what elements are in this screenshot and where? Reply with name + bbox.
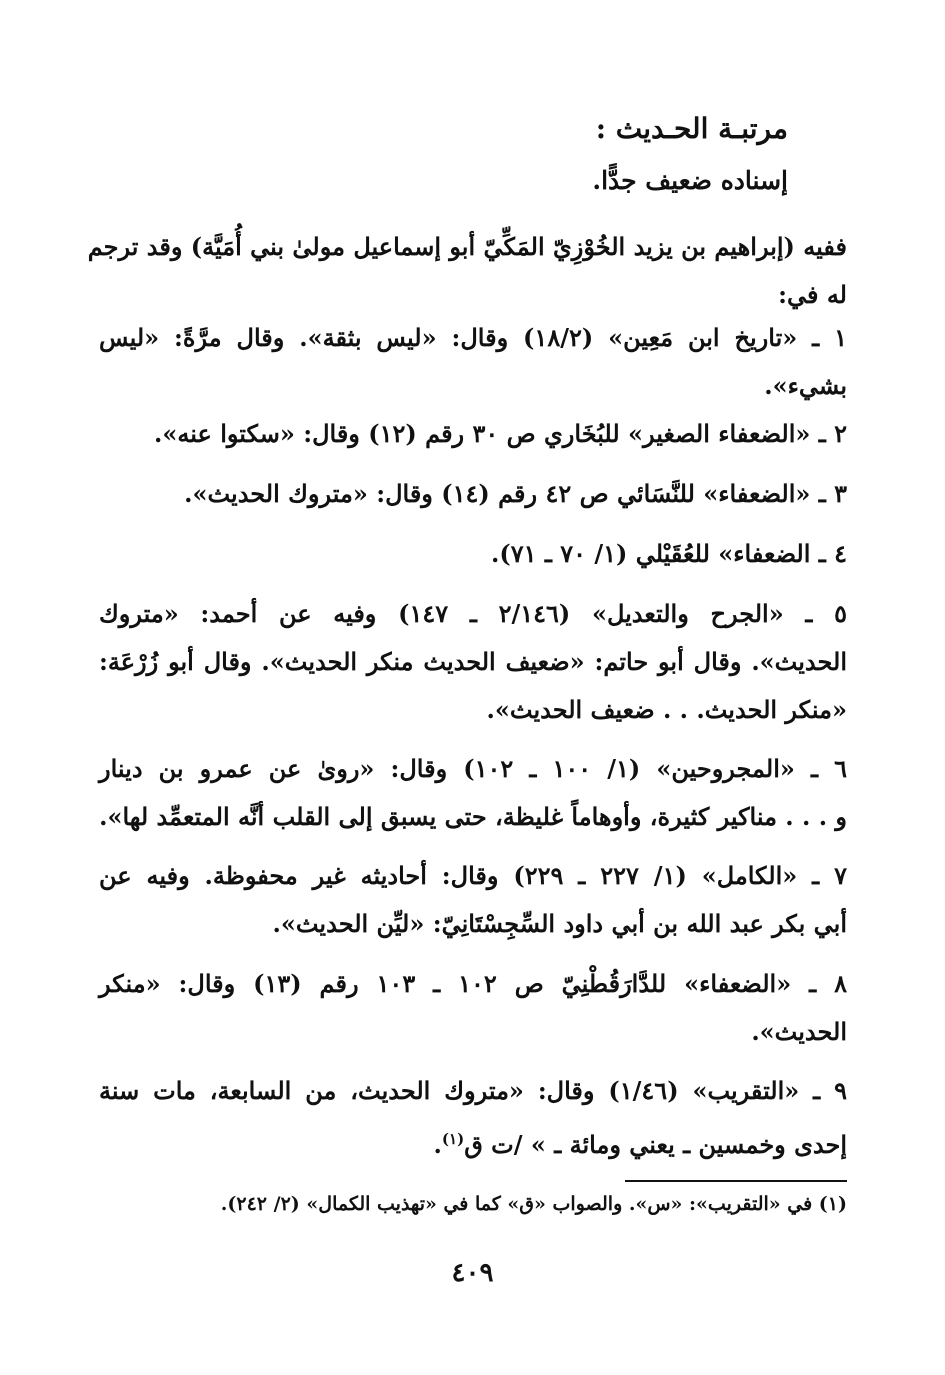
section-heading: مرتبـة الحـديث : — [595, 112, 788, 145]
item-8-line-2: الحديث». — [751, 1017, 847, 1046]
list-item — [99, 470, 847, 518]
item-9-line-2-text: إحدى وخمسين ـ يعني ومائة ـ » /ت ق — [464, 1130, 847, 1159]
list-item — [99, 314, 847, 410]
item-5-line-1: ٥ ـ «الجرح والتعديل» (٢/١٤٦ ـ ١٤٧) وفيه عن أحمد: «متروك — [99, 599, 848, 628]
item-5-line-3: «منكر الحديث. . . ضعيف الحديث». — [486, 695, 847, 724]
item-7-line-1: ٧ ـ «الكامل» (١/ ٢٢٧ ـ ٢٢٩) وقال: أحاديثه غير محفوظة. وفيه عن — [99, 861, 847, 890]
item-8-line-1: ٨ ـ «الضعفاء» للدَّارَقُطْنِيّ ص ١٠٢ ـ ١٠٣ رقم (١٣) وقال: «منكر — [99, 969, 848, 998]
item-4-line-1: ٤ ـ الضعفاء» للعُقَيْلي (١/ ٧٠ ـ ٧١). — [490, 539, 847, 568]
item-1-line-2: بشيء». — [764, 371, 847, 400]
intro-line-2: له في: — [778, 280, 847, 309]
list-item — [99, 960, 847, 1056]
footnote-marker: (١) — [441, 1130, 465, 1148]
page-number: ٤٠٩ — [451, 1258, 494, 1288]
item-6-line-1: ٦ ـ «المجروحين» (١/ ١٠٠ ـ ١٠٢) وقال: «روىٰ عن عمرو بن دينار — [99, 754, 847, 783]
item-9-line-1: ٩ ـ «التقريب» (١/٤٦) وقال: «متروك الحديث، من السابعة، مات سنة — [99, 1076, 847, 1105]
list-item — [99, 1067, 847, 1169]
item-3-line-1: ٣ ـ «الضعفاء» للنَّسَائي ص ٤٢ رقم (١٤) وقال: «متروك الحديث». — [184, 479, 847, 508]
item-6-line-2: و . . . مناكير كثيرة، وأوهاماً غليظة، حتى يسبق إلى القلب أنَّه المتعمِّد لها». — [99, 802, 847, 831]
section-subheading: إسناده ضعيف جدًّا. — [592, 166, 788, 195]
list-item — [99, 410, 847, 458]
item-9-line-2-end: . — [433, 1130, 442, 1159]
footnote: (١) في «التقريب»: «س». والصواب «ق» كما في «تهذيب الكمال» (٢/ ٢٤٢). — [220, 1193, 847, 1215]
item-5-line-2: الحديث». وقال أبو حاتم: «ضعيف الحديث منكر الحديث». وقال أبو زُرْعَة: — [99, 647, 847, 676]
list-item — [99, 852, 847, 948]
item-9-line-2 — [99, 1115, 847, 1169]
item-7-line-2: أبي بكر عبد الله بن أبي داود السِّجِسْتَانِيّ: «ليِّن الحديث». — [272, 909, 847, 938]
intro-line-1: ففيه (إبراهيم بن يزيد الخُوْزِيّ المَكِّيّ أبو إسماعيل مولىٰ بني أُمَيَّة) وقد ترجم — [87, 232, 847, 261]
intro-paragraph — [87, 223, 847, 319]
item-1-line-1: ١ ـ «تاريخ ابن مَعِين» (١٨/٢) وقال: «ليس بثقة». وقال مرَّةً: «ليس — [99, 323, 848, 352]
list-item — [99, 745, 847, 841]
item-2-line-1: ٢ ـ «الضعفاء الصغير» للبُخَاري ص ٣٠ رقم (١٢) وقال: «سكتوا عنه». — [154, 419, 847, 448]
list-item — [99, 530, 847, 578]
footnote-separator — [625, 1180, 847, 1182]
list-item — [99, 590, 847, 734]
